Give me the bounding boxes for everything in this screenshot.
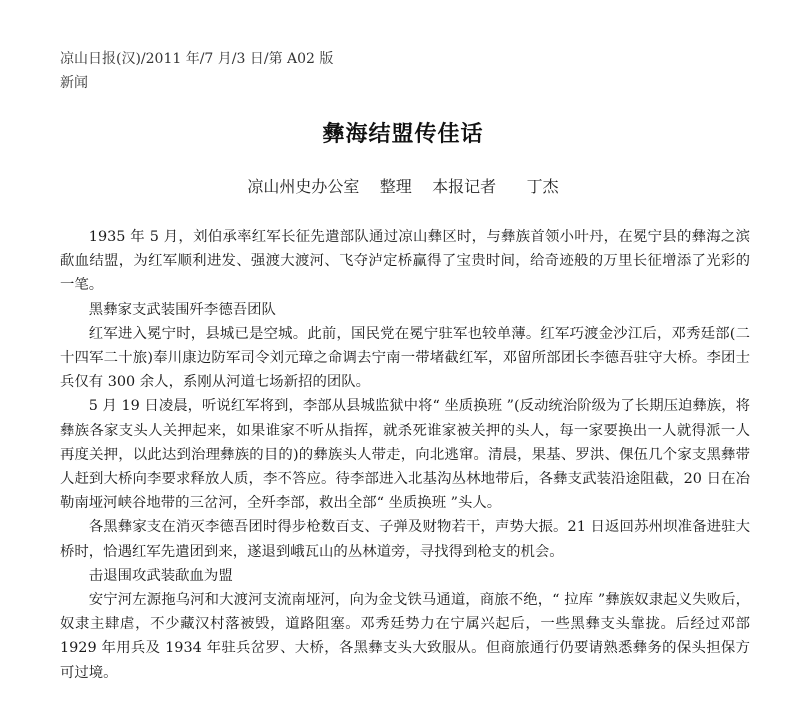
- publication-source: 凉山日报(汉)/2011 年/7 月/3 日/第 A02 版: [60, 51, 334, 67]
- paragraph: 各黑彝家支在消灭李德吾团时得步枪数百支、子弹及财物若干，声势大振。21 日返回苏州坝准备进驻大桥时，恰遇红军先遣团到来，遂退到峨瓦山的丛林道旁，寻找得到枪支的机会。: [60, 519, 750, 560]
- paragraph: 5 月 19 日凌晨，听说红军将到，李部从县城监狱中将“ 坐质换班 ”(反动统治阶级为了长期压迫彝族，将彝族各家支头人关押起来，如果谁家不听从指挥，就杀死谁家被关押的头人，每一家要换出一人就得派一人再度关押，以此达到治理彝族的目的)的彝族头人带走，向北逃窜。清晨，果基、罗洪、倮伍几个家支黑彝带人赶到大桥向李要求释放人质，李不答应。待李部进入北基沟丛林地带后，各彝支武装沿途阻截，20 日在冶勒南垭河峡谷地带的三岔河，全歼李部，救出全部“ 坐质换班 ”头人。: [60, 398, 750, 512]
- paragraph: 安宁河左源拖乌河和大渡河支流南垭河，向为金戈铁马通道，商旅不绝，“ 拉库 ”彝族奴隶起义失败后，奴隶主肆虐，不少藏汉村落被毁，道路阻塞。邓秀廷势力在宁属兴起后，一些黑彝支头靠拢。后经过邓部 1929 年用兵及 1934 年驻兵岔罗、大桥，各黑彝支头大致服从。但商旅通行仍要请熟悉彝务的保头担保方可过境。: [60, 592, 750, 681]
- section-label: 新闻: [60, 75, 88, 91]
- article-byline: 凉山州史办公室 整理 本报记者 丁杰: [247, 177, 559, 196]
- subheading-2: 击退围攻武装歃血为盟: [88, 567, 233, 584]
- article-body: [60, 225, 750, 685]
- paragraph-intro: 1935 年 5 月，刘伯承率红军长征先遣部队通过凉山彝区时，与彝族首领小叶丹，在冕宁县的彝海之滨歃血结盟，为红军顺利进发、强渡大渡河、飞夺泸定桥赢得了宝贵时间，给奇迹般的万里长征增添了光彩的一笔。: [60, 229, 750, 294]
- paragraph: 红军进入冕宁时，县城已是空城。此前，国民党在冕宁驻军也较单薄。红军巧渡金沙江后，邓秀廷部(二十四军二十旅)奉川康边防军司令刘元璋之命调去宁南一带堵截红军，邓留所部团长李德吾驻守大桥。李团士兵仅有 300 余人，系刚从河道七场新招的团队。: [60, 325, 750, 391]
- article-title: 彝海结盟传佳话: [322, 121, 484, 147]
- subheading-1: 黑彝家支武装围歼李德吾团队: [88, 301, 276, 318]
